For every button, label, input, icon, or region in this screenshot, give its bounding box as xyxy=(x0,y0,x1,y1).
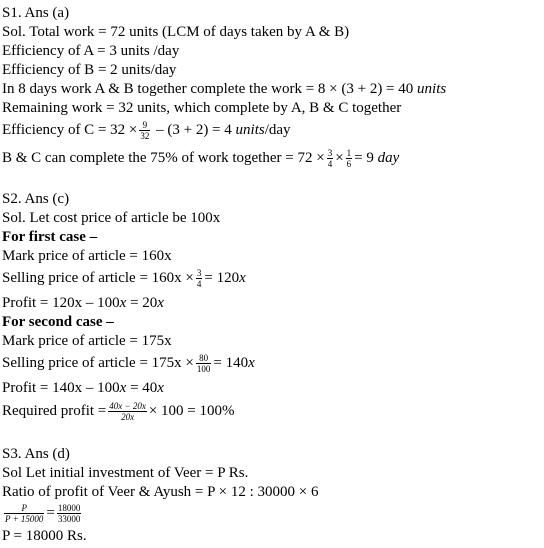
fraction: $\frac{9}{32}$ xyxy=(140,120,150,141)
s2-case-2: For second case – xyxy=(2,314,114,330)
s2-line-1: Sol. Let cost price of article be 100x xyxy=(2,210,221,226)
s2-line-3: Selling price of article = 160x × $\frac{3}{4}$ = 120x xyxy=(2,268,246,289)
s2-case-1: For first case – xyxy=(2,229,98,245)
fraction: $\frac{3}{4}$ xyxy=(327,148,333,169)
fraction: $\frac{1}{6}$ xyxy=(346,148,352,169)
s1-line-3: Efficiency of B = 2 units/day xyxy=(2,62,177,78)
fraction: $\frac{80}{100}$ xyxy=(196,353,211,374)
s3-line-2: Ratio of profit of Veer & Ayush = P × 12 : 30000 × 6 xyxy=(2,484,319,500)
s2-line-2: Mark price of article = 160x xyxy=(2,248,172,264)
s3-line-4: P = 18000 Rs. xyxy=(2,528,87,544)
fraction: $\frac{3}{4}$ xyxy=(196,268,202,289)
s1-line-2: Efficiency of A = 3 units /day xyxy=(2,43,180,59)
s2-line-5: Mark price of article = 175x xyxy=(2,333,172,349)
fraction: $\frac{P}{P + 15000}$ xyxy=(5,503,44,524)
fraction: $\frac{18000}{33000}$ xyxy=(57,503,81,524)
s3-line-3: $\frac{P}{P + 15000}$ = $\frac{18000}{33000}$ xyxy=(5,503,81,524)
s1-line-4: In 8 days work A & B together complete the work = 8 × (3 + 2) = 40 units xyxy=(2,81,447,97)
s1-line-7: B & C can complete the 75% of work together = 72 × $\frac{3}{4}$ × $\frac{1}{6}$ = 9 day xyxy=(2,148,400,169)
s2-line-6: Selling price of article = 175x × $\frac{80}{100}$ = 140x xyxy=(2,353,255,374)
s1-line-5: Remaining work = 32 units, which complete by A, B & C together xyxy=(2,100,402,116)
s2-line-7: Profit = 140x – 100x = 40x xyxy=(2,380,164,396)
fraction: $\frac{40x - 20x}{20x}$ xyxy=(109,401,146,422)
s2-line-8: Required profit = $\frac{40x - 20x}{20x}$ × 100 = 100% xyxy=(2,401,235,422)
s3-line-1: Sol Let initial investment of Veer = P Rs. xyxy=(2,465,249,481)
s1-line-6: Efficiency of C = 32 × $\frac{9}{32}$ – (3 + 2) = 4 units/day xyxy=(2,120,291,141)
s2-heading: S2. Ans (c) xyxy=(2,191,70,207)
s1-line-1: Sol. Total work = 72 units (LCM of days taken by A & B) xyxy=(2,24,350,40)
s1-heading: S1. Ans (a) xyxy=(2,5,70,21)
s2-line-4: Profit = 120x – 100x = 20x xyxy=(2,295,164,311)
s3-heading: S3. Ans (d) xyxy=(2,446,70,462)
